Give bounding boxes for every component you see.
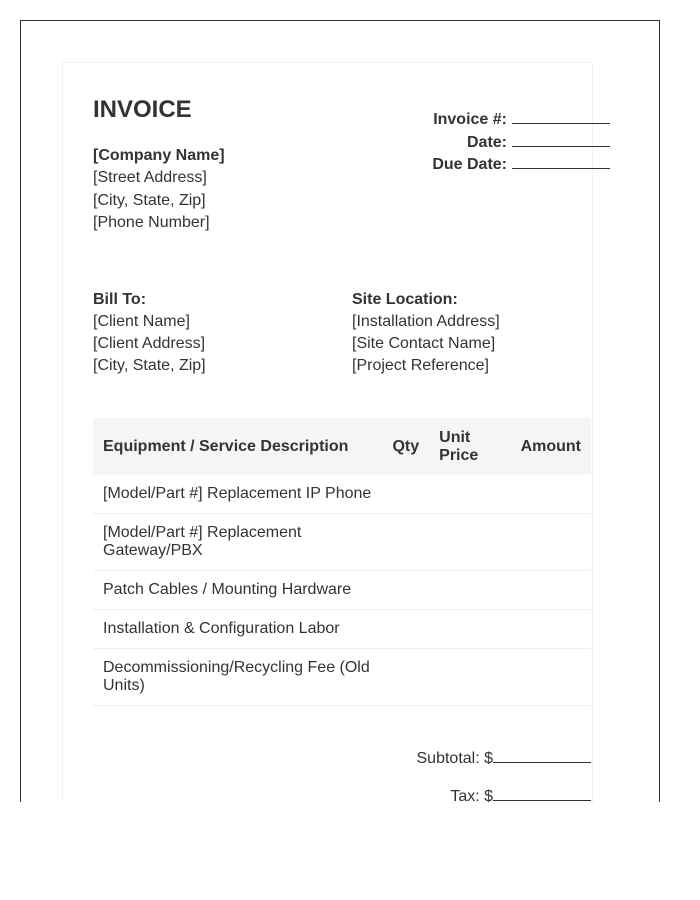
row-qty	[382, 649, 429, 706]
company-phone: [Phone Number]	[93, 213, 210, 231]
row-description: Patch Cables / Mounting Hardware	[93, 571, 382, 610]
row-unit-price	[429, 571, 500, 610]
invoice-number-blank	[512, 109, 610, 124]
table-row	[93, 514, 591, 571]
due-date-row	[410, 154, 610, 177]
company-city: [City, State, Zip]	[93, 191, 206, 209]
subtotal-label: Subtotal: $	[416, 750, 493, 767]
line-items-table	[93, 418, 591, 706]
client-address: [Client Address]	[93, 335, 206, 352]
company-info	[93, 145, 225, 234]
row-qty	[382, 475, 429, 514]
document-frame	[20, 20, 660, 805]
tax-row	[373, 786, 591, 806]
row-unit-price	[429, 610, 500, 649]
row-description: Decommissioning/Recycling Fee (Old Units)	[93, 649, 382, 706]
row-amount	[500, 610, 591, 649]
header-unit-price: Unit Price	[429, 418, 500, 475]
row-unit-price	[429, 475, 500, 514]
row-qty	[382, 571, 429, 610]
date-row	[410, 132, 610, 155]
row-description: Installation & Configuration Labor	[93, 610, 382, 649]
table-row	[93, 475, 591, 514]
date-blank	[512, 132, 610, 147]
subtotal-blank	[493, 748, 591, 763]
tax-blank	[493, 786, 591, 801]
row-qty	[382, 514, 429, 571]
due-date-label: Due Date:	[432, 156, 507, 173]
table-row	[93, 571, 591, 610]
invoice-page	[62, 62, 593, 803]
row-amount	[500, 571, 591, 610]
invoice-meta	[410, 109, 610, 177]
row-amount	[500, 649, 591, 706]
subtotal-row	[373, 748, 591, 768]
header-amount: Amount	[500, 418, 591, 475]
company-name: [Company Name]	[93, 147, 225, 164]
invoice-title: INVOICE	[93, 96, 192, 123]
row-amount	[500, 514, 591, 571]
row-description: [Model/Part #] Replacement Gateway/PBX	[93, 514, 382, 571]
header-description: Equipment / Service Description	[93, 418, 382, 475]
project-reference: [Project Reference]	[352, 357, 489, 374]
header-qty: Qty	[382, 418, 429, 475]
due-date-blank	[512, 154, 610, 169]
invoice-number-label: Invoice #:	[433, 111, 507, 128]
company-street: [Street Address]	[93, 169, 207, 187]
row-amount	[500, 475, 591, 514]
invoice-number-row	[410, 109, 610, 132]
row-description: [Model/Part #] Replacement IP Phone	[93, 475, 382, 514]
site-location-section	[352, 289, 500, 377]
tax-label: Tax: $	[450, 788, 493, 805]
row-unit-price	[429, 649, 500, 706]
row-unit-price	[429, 514, 500, 571]
date-label: Date:	[466, 133, 507, 151]
client-city: [City, State, Zip]	[93, 357, 206, 374]
site-contact-name: [Site Contact Name]	[352, 335, 496, 352]
table-row	[93, 610, 591, 649]
site-location-label: Site Location:	[352, 291, 458, 308]
row-qty	[382, 610, 429, 649]
installation-address: [Installation Address]	[352, 313, 500, 330]
table-row	[93, 649, 591, 706]
bill-to-section	[93, 289, 206, 377]
client-name: [Client Name]	[93, 313, 190, 330]
bill-to-label: Bill To:	[93, 291, 147, 308]
table-header-row	[93, 418, 591, 475]
